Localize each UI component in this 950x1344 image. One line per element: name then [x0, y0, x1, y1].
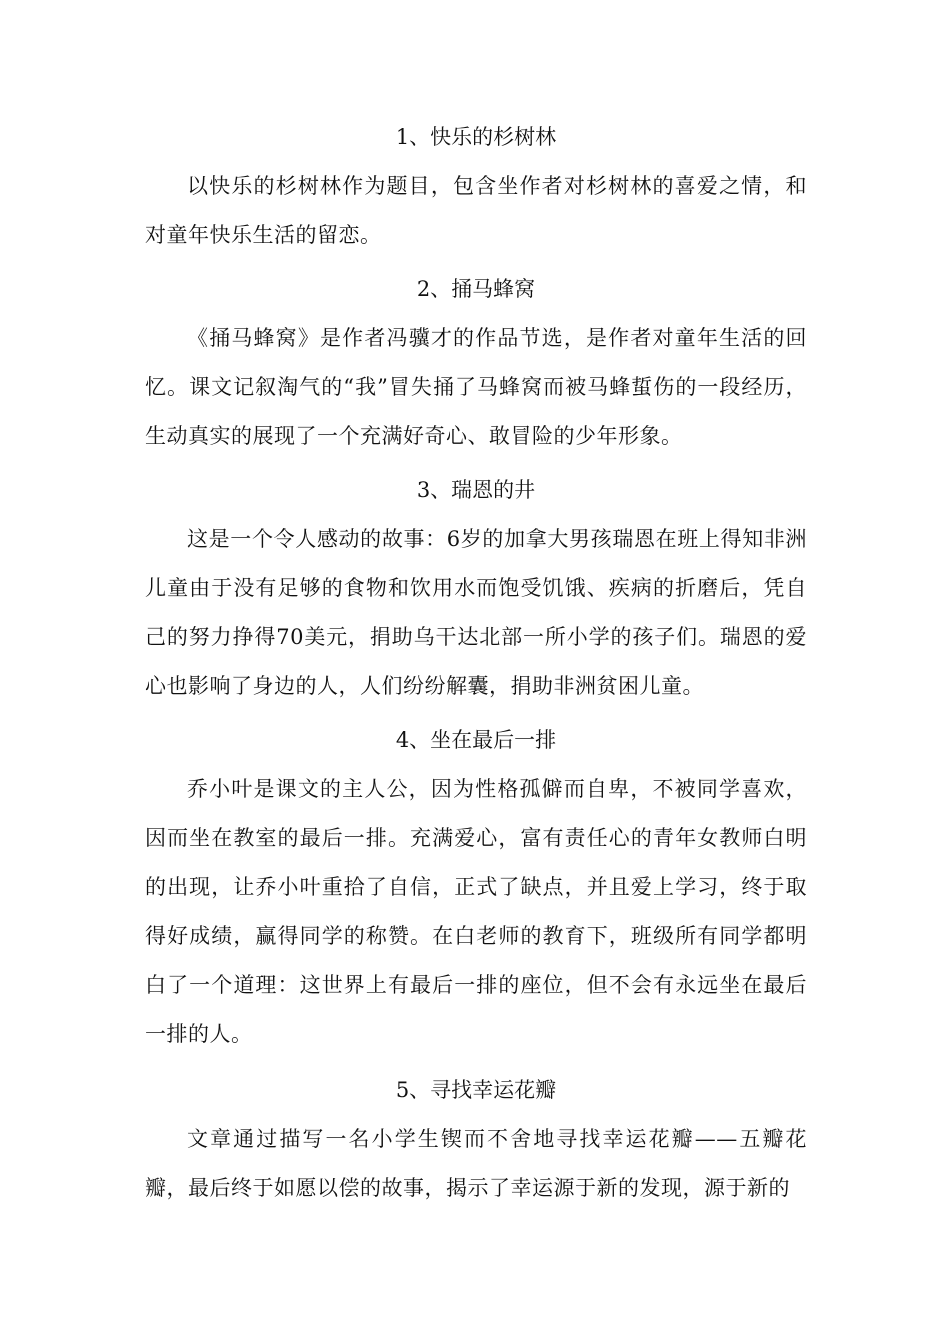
- section-5-paragraph: 文章通过描写一名小学生锲而不舍地寻找幸运花瓣——五瓣花瓣，最后终于如愿以偿的故事，揭示了幸运源于新的发现，源于新的: [145, 1127, 807, 1200]
- section-1-heading: 1、快乐的杉树林: [395, 125, 557, 149]
- section-3-heading: 3、瑞恩的井: [416, 478, 536, 502]
- section-2-heading: 2、捅马蜂窝: [416, 277, 536, 301]
- section-1-paragraph: 以快乐的杉树林作为题目，包含坐作者对杉树林的喜爱之情，和对童年快乐生活的留恋。: [145, 174, 807, 247]
- section-4-heading: 4、坐在最后一排: [395, 728, 557, 752]
- section-3-paragraph: 这是一个令人感动的故事：6岁的加拿大男孩瑞恩在班上得知非洲儿童由于没有足够的食物和饮用水而饱受饥饿、疾病的折磨后，凭自己的努力挣得70美元，捐助乌干达北部一所小学的孩子们。瑞恩的爱心也影响了身边的人，人们纷纷解囊，捐助非洲贫困儿童。: [145, 527, 807, 698]
- section-4-paragraph: 乔小叶是课文的主人公，因为性格孤僻而自卑，不被同学喜欢，因而坐在教室的最后一排。充满爱心，富有责任心的青年女教师白明的出现，让乔小叶重拾了自信，正式了缺点，并且爱上学习，终于取得好成绩，赢得同学的称赞。在白老师的教育下，班级所有同学都明白了一个道理：这世界上有最后一排的座位，但不会有永远坐在最后一排的人。: [145, 777, 807, 1046]
- section-5-heading: 5、寻找幸运花瓣: [395, 1078, 557, 1102]
- document-page: [145, 112, 807, 1217]
- section-2-paragraph: 《捅马蜂窝》是作者冯骥才的作品节选，是作者对童年生活的回忆。课文记叙淘气的“我”冒失捅了马蜂窝而被马蜂蜇伤的一段经历，生动真实的展现了一个充满好奇心、敢冒险的少年形象。: [145, 326, 807, 448]
